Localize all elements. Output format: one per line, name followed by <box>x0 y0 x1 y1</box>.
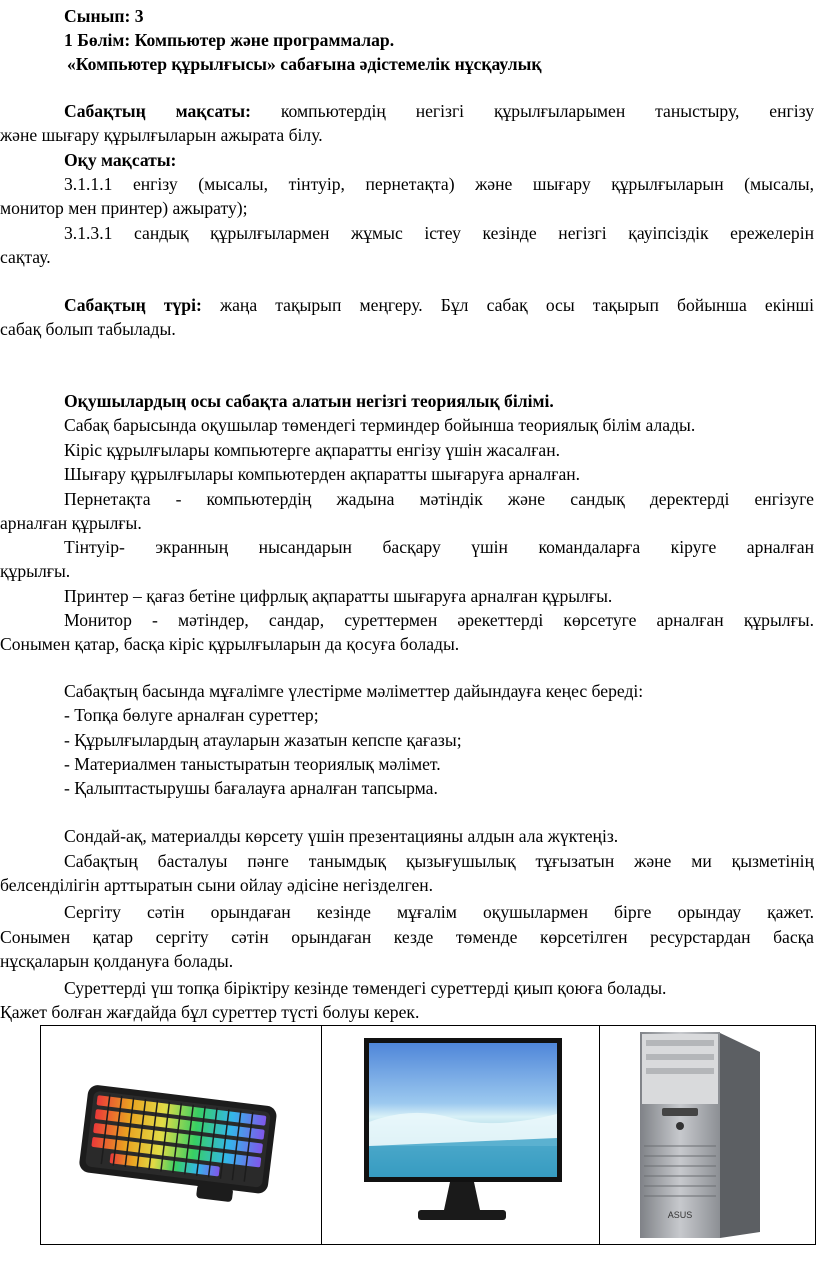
theory-p3: Шығару құрылғылары компьютерден ақпаратты шығаруға арналған. <box>64 464 581 484</box>
subtitle-line: «Компьютер құрылғысы» сабағына әдістемелік нұсқаулық <box>67 54 542 74</box>
lesson-type-paragraph <box>64 293 814 318</box>
prep-item: - Топқа бөлуге арналған суреттер; <box>64 705 319 725</box>
goal-text: компьютердің негізгі құрылғыларымен таныстыру, енгізу <box>280 101 814 121</box>
theory-p1: Сабақ барысында оқушылар төмендегі терминдер бойынша теориялық білім алады. <box>64 415 696 435</box>
brand-logo: ASUS <box>667 1210 693 1220</box>
keyboard-icon <box>41 1026 321 1244</box>
objective-2-cont: сақтау. <box>0 247 51 267</box>
objectives-label: Оқу мақсаты: <box>64 150 177 170</box>
system-unit-icon <box>600 1026 816 1244</box>
monitor-icon <box>322 1026 600 1244</box>
objective-1: 3.1.1.1 енгізу (мысалы, тінтуір, пернетақта) және шығару құрылғыларын (мысалы, <box>64 174 814 194</box>
theory-p5: Тінтуір- экранның нысандарын басқару үшін командаларға кіруге арналған <box>64 537 814 557</box>
prep-intro: Сабақтың басында мұғалімге үлестірме мәліметтер дайындауға кеңес береді: <box>64 681 644 701</box>
theory-p5-cont: құрылғы. <box>0 561 71 581</box>
note-3-cont: Сонымен қатар сергіту сәтін орындаған кезде төменде көрсетілген ресурстардан басқа <box>0 927 814 947</box>
note-3-cont: нұсқаларын қолдануға болады. <box>0 951 234 971</box>
goal-label: Сабақтың мақсаты: <box>64 101 252 121</box>
note-3: Сергіту сәтін орындаған кезінде мұғалім оқушылармен бірге орындау қажет. <box>64 902 814 922</box>
theory-p7-cont: Сонымен қатар, басқа кіріс құрылғыларын да қосуға болады. <box>0 634 460 654</box>
grade-line: Сынып: 3 <box>64 6 144 26</box>
note-1: Сондай-ақ, материалды көрсету үшін презентацияны алдын ала жүктеңіз. <box>64 826 619 846</box>
note-4-cont: Қажет болған жағдайда бұл суреттер түсті болуы керек. <box>0 1002 420 1022</box>
section-line: 1 Бөлім: Компьютер және программалар. <box>64 30 395 50</box>
theory-p6: Принтер – қағаз бетіне цифрлық ақпаратты шығаруға арналған құрылғы. <box>64 586 613 606</box>
note-2-cont: белсенділігін арттыратын сыни ойлау әдісіне негізделген. <box>0 875 434 895</box>
system-unit-cell <box>599 1026 815 1244</box>
theory-p4-cont: арналған құрылғы. <box>0 513 142 533</box>
prep-item: - Қалыптастырушы бағалауға арналған тапсырма. <box>64 778 438 798</box>
prep-item: - Құрылғылардың атауларын жазатын кепспе қағазы; <box>64 730 462 750</box>
theory-p2: Кіріс құрылғылары компьютерге ақпаратты енгізу үшін жасалған. <box>64 440 561 460</box>
lesson-type-text: жаңа тақырып меңгеру. Бұл сабақ осы тақырып бойынша екінші <box>219 295 814 315</box>
note-2: Сабақтың басталуы пәнге танымдық қызығушылық тұғызатын және ми қызметінің <box>64 851 814 871</box>
lesson-type-line-2: сабақ болып табылады. <box>0 319 176 339</box>
goal-paragraph <box>64 99 814 124</box>
theory-p7: Монитор - мәтіндер, сандар, суреттермен әрекеттерді көрсетуге арналған құрылғы. <box>64 610 814 630</box>
monitor-cell <box>321 1026 599 1244</box>
theory-p4: Пернетақта - компьютердің жадына мәтіндік және сандық деректерді енгізуге <box>64 489 814 509</box>
lesson-type-label: Сабақтың түрі: <box>64 295 202 315</box>
keyboard-cell <box>41 1026 321 1244</box>
note-4: Суреттерді үш топқа біріктіру кезінде төмендегі суреттерді қиып қоюға болады. <box>64 978 667 998</box>
theory-heading: Оқушылардың осы сабақта алатын негізгі теориялық білімі. <box>64 391 554 411</box>
prep-item: - Материалмен таныстыратын теориялық мәлімет. <box>64 754 441 774</box>
goal-line-2: және шығару құрылғыларын ажырата білу. <box>0 125 323 145</box>
image-table <box>40 1025 816 1245</box>
objective-1-cont: монитор мен принтер) ажырату); <box>0 198 248 218</box>
objective-2: 3.1.3.1 сандық құрылғылармен жұмыс істеу кезінде негізгі қауіпсіздік ережелерін <box>64 223 814 243</box>
